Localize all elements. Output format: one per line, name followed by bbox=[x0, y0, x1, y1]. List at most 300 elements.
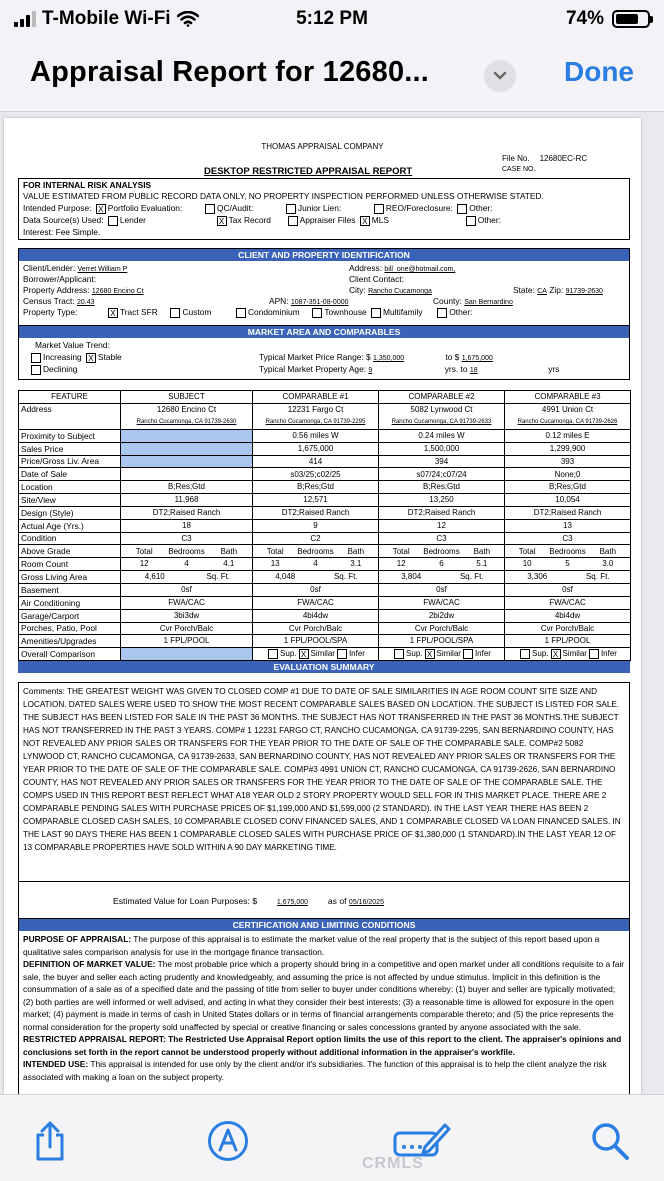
row-label: Sales Price bbox=[19, 442, 121, 455]
junior-label: Junior Lien: bbox=[297, 203, 342, 213]
custom-label: Custom bbox=[182, 307, 212, 317]
reo-checkbox bbox=[374, 204, 384, 214]
rc-bed: 6 bbox=[439, 559, 444, 569]
similar-label: Similar bbox=[310, 649, 335, 659]
ag-bedrooms: Bedrooms bbox=[297, 546, 334, 556]
rc-total: 12 bbox=[139, 559, 149, 569]
subject-cell: 3bi3dw bbox=[121, 609, 253, 622]
chevron-down-icon bbox=[493, 71, 507, 81]
battery-fill bbox=[616, 14, 638, 24]
city-value: Rancho Cucamonga bbox=[368, 288, 432, 295]
gla-value: 4,048 bbox=[275, 572, 296, 582]
ag-bedrooms: Bedrooms bbox=[168, 546, 205, 556]
cert-text bbox=[19, 931, 629, 1085]
estimated-value-row bbox=[18, 882, 630, 920]
townhouse-checkbox bbox=[312, 308, 322, 318]
subject-city: Rancho Cucamonga, CA 91739-2630 bbox=[136, 419, 237, 426]
age-high: 18 bbox=[469, 367, 478, 374]
purpose-paragraph bbox=[23, 933, 625, 958]
comp3-cell: B;Res;Gtd bbox=[505, 481, 631, 494]
stable-label: Stable bbox=[97, 352, 122, 362]
comp2-cell: DT2;Raised Ranch bbox=[379, 506, 505, 519]
appraiser-checkbox bbox=[288, 216, 298, 226]
row-label: Basement bbox=[19, 583, 121, 596]
purpose-heading: PURPOSE OF APPRAISAL: bbox=[23, 934, 132, 944]
interest-line: Interest: Fee Simple. bbox=[23, 227, 101, 237]
infer-label: Infer bbox=[474, 649, 491, 659]
comp1-cell: 12,571 bbox=[253, 494, 379, 507]
done-button[interactable]: Done bbox=[564, 56, 634, 87]
age-label: Typical Market Property Age: bbox=[259, 364, 367, 374]
evaluation-section-header: EVALUATION SUMMARY bbox=[18, 661, 630, 673]
multifamily-checkbox bbox=[371, 308, 381, 318]
trend-row-1 bbox=[29, 352, 122, 363]
battery-icon bbox=[612, 10, 650, 28]
purpose-other-checkbox bbox=[457, 204, 467, 214]
report-title: DESKTOP RESTRICTED APPRAISAL REPORT bbox=[204, 166, 413, 177]
address-value: bill_one@hotmail.com, bbox=[384, 266, 456, 273]
comp1-ag bbox=[253, 545, 379, 558]
comp1-gla bbox=[253, 571, 379, 584]
comp3-cell: 1,299,900 bbox=[505, 442, 631, 455]
client-property-section bbox=[18, 248, 630, 326]
carrier-label: T-Mobile Wi-Fi bbox=[42, 8, 171, 29]
comp2-cell: s07/24;c07/24 bbox=[379, 468, 505, 481]
tax-checkbox: X bbox=[217, 216, 227, 226]
purpose-other-label: Other: bbox=[469, 203, 493, 213]
intended-purpose-row bbox=[23, 203, 493, 214]
ag-bath: Bath bbox=[599, 546, 617, 556]
gla-label: Gross Living Area bbox=[19, 571, 121, 584]
comp1-street: 12231 Fargo Ct bbox=[287, 405, 344, 415]
client-section-header: CLIENT AND PROPERTY IDENTIFICATION bbox=[19, 249, 629, 261]
table-row bbox=[19, 635, 631, 648]
age-yrs: yrs bbox=[548, 364, 560, 374]
age-low: 9 bbox=[368, 367, 373, 374]
share-button[interactable] bbox=[28, 1119, 72, 1163]
comp2-cell: B;Res;Gtd bbox=[379, 481, 505, 494]
comp2-cell: FWA/CAC bbox=[379, 596, 505, 609]
ag-total: Total bbox=[266, 546, 284, 556]
gla-row bbox=[19, 571, 631, 584]
subject-cell: Cvr Porch/Balc bbox=[121, 622, 253, 635]
range-label: Typical Market Price Range: $ bbox=[259, 352, 371, 362]
comp2-gla bbox=[379, 571, 505, 584]
row-label: Date of Sale bbox=[19, 468, 121, 481]
address-label: Address: bbox=[349, 263, 383, 273]
row-label: Price/Gross Liv. Area bbox=[19, 455, 121, 468]
search-button[interactable] bbox=[588, 1119, 632, 1163]
comp1-cell: Cvr Porch/Balc bbox=[253, 622, 379, 635]
portfolio-checkbox: X bbox=[96, 204, 106, 214]
borrower-label: Borrower/Applicant: bbox=[23, 274, 97, 284]
row-label: Amenities/Upgrades bbox=[19, 635, 121, 648]
estimated-note: VALUE ESTIMATED FROM PUBLIC RECORD DATA ONLY, NO PROPERTY INSPECTION PERFORMED UNLESS OTHERWISE STATED. bbox=[23, 191, 544, 201]
comp2-cell: Cvr Porch/Balc bbox=[379, 622, 505, 635]
comp2-cell: 0sf bbox=[379, 583, 505, 596]
comp3-cell: 13 bbox=[505, 519, 631, 532]
comp2-ag bbox=[379, 545, 505, 558]
similar-checkbox: X bbox=[425, 649, 435, 659]
subject-cell bbox=[121, 429, 253, 442]
lender-checkbox bbox=[108, 216, 118, 226]
comp3-cell: 10,054 bbox=[505, 494, 631, 507]
sup-checkbox bbox=[394, 649, 404, 659]
county-row bbox=[433, 296, 513, 307]
ag-bath: Bath bbox=[347, 546, 365, 556]
declining-label: Declining bbox=[43, 364, 78, 374]
comp3-city: Rancho Cucamonga, CA 91739-2626 bbox=[517, 419, 618, 426]
city-label: City: bbox=[349, 285, 366, 295]
comp2-cell: 2bi2dw bbox=[379, 609, 505, 622]
trend-label: Market Value Trend: bbox=[35, 340, 110, 350]
market-section bbox=[18, 326, 630, 380]
comp2-address bbox=[379, 403, 505, 429]
mls-label: MLS bbox=[371, 215, 390, 225]
city-row bbox=[349, 285, 432, 296]
subject-address bbox=[121, 403, 253, 429]
rc-total: 12 bbox=[396, 559, 406, 569]
sup-label: Sup. bbox=[532, 649, 549, 659]
header-comp1: COMPARABLE #1 bbox=[253, 391, 379, 404]
range-to: to $ bbox=[445, 352, 460, 362]
row-label: Proximity to Subject bbox=[19, 429, 121, 442]
comp1-cell: 414 bbox=[253, 455, 379, 468]
internal-risk-box bbox=[18, 178, 630, 240]
ag-bath: Bath bbox=[220, 546, 238, 556]
sqft-label: Sq. Ft. bbox=[459, 572, 484, 582]
file-no-label: File No. bbox=[502, 154, 530, 163]
comp1-cell: 1 FPL/POOL/SPA bbox=[253, 635, 379, 648]
client-label: Client/Lender: bbox=[23, 263, 76, 273]
battery-percent: 74% bbox=[565, 8, 604, 29]
qc-checkbox bbox=[205, 204, 215, 214]
property-type-row bbox=[23, 307, 473, 318]
comp1-cell: 4bi4dw bbox=[253, 609, 379, 622]
age-to: yrs. to bbox=[444, 364, 468, 374]
rc-bath: 3.0 bbox=[602, 559, 614, 569]
evaluation-comments: Comments: THE GREATEST WEIGHT WAS GIVEN TO CLOSED COMP #1 DUE TO DATE OF SALE SIMILARITIES IN AGE ROOM COUNT SITE SIZE AND LOCATION. DATED SALES WERE USED TO SHOW THE MOST RECENT COMPARABLE SALES BASED ON LOCATION. THE SUBJECT IS LISTED FOR SALE. THE SUBJECT HAS BEEN LISTED FOR SALE IN THE PAST 36 MONTHS. THE SUBJECT HAS NOT TRANSFERRED IN THE PAST 36 MONTHS.THE SUBJECT HAS NOT TRANSFERRED IN THE PAST 3 YEARS. COMP# 1 12231 FARGO CT, RANCHO CUCAMONGA, CA 91739-2295, SAN BERNARDINO COUNTY, HAS NOT REVEALED ANY PRIOR SALES OR TRANSFERS FOR THE YEAR PRIOR TO THE DATE OF SALE OF THE COMPARABLE SALE. COMP#2 5082 LYNWOOD CT, RANCHO CUCAMONGA, CA 91739-2633, SAN BERNARDINO COUNTY, HAS NOT REVEALED ANY PRIOR SALES OR TRANSFERS FOR THE YEAR PRIOR TO THE DATE OF SALE OF THE COMPARABLE SALE. COMP#3 4991 UNION CT, RANCHO CUCAMONGA, CA 91739-2626, SAN BERNARDINO COUNTY, HAS NOT REVEALED ANY PRIOR SALES OR TRANSFERS FOR THE YEAR PRIOR TO THE DATE OF SALE OF THE COMPARABLE SALE. THE COMPS USED IN THIS REPORT BEST REFLECT WHAT A18 YEAR OLD 2 STORY PROPERTY WOULD SELL FOR IN THIS MARKET PLACE. THERE ARE 2 COMPARABLE PENDING SALES WITH PURCHASE PRICES OF $1,199,000 AND $1,599,000 (2 STANDARD). IN THE LAST YEAR THERE HAS BEEN 2 COMPARABLE CLOSED CASH SALES, 10 COMPARABLE CLOSED CONV FINANCED SALES, AND 1 COMPARABLE CLOSED VA LOAN FINANCED SALES. IN THE LAST 90 DAYS THERE HAS BEEN 1 COMPARABLE CLOSED SALES WITH PURCHASE PRICE OF $1,380,000 (1 STANDARD).IN THE LAST YEAR 12 OF 13 COMPARABLE PROPERTIES HAVE SOLD WITHIN A 90 DAY MARKETING TIME. bbox=[18, 682, 630, 882]
county-label: County: bbox=[433, 296, 462, 306]
source-label: Data Source(s) Used: bbox=[23, 215, 104, 225]
stable-checkbox: X bbox=[86, 353, 96, 363]
sup-label: Sup. bbox=[280, 649, 297, 659]
state-label: State: bbox=[513, 285, 535, 295]
rc-bath: 5.1 bbox=[476, 559, 488, 569]
subject-cell: 0sf bbox=[121, 583, 253, 596]
table-row bbox=[19, 609, 631, 622]
comp3-cell: None;0 bbox=[505, 468, 631, 481]
est-date: 05/16/2025 bbox=[348, 899, 384, 906]
similar-label: Similar bbox=[562, 649, 587, 659]
apn-value: 1087-351-08-0000 bbox=[290, 299, 349, 306]
ag-total: Total bbox=[518, 546, 536, 556]
gla-value: 4,610 bbox=[144, 572, 165, 582]
declining-checkbox bbox=[31, 365, 41, 375]
row-label: Site/View bbox=[19, 494, 121, 507]
condo-label: Condominium bbox=[247, 307, 300, 317]
infer-checkbox bbox=[463, 649, 473, 659]
ag-bath: Bath bbox=[473, 546, 491, 556]
comp3-cell: DT2;Raised Ranch bbox=[505, 506, 631, 519]
comp1-cell: C2 bbox=[253, 532, 379, 545]
sqft-label: Sq. Ft. bbox=[585, 572, 610, 582]
comp3-overall bbox=[505, 648, 631, 661]
share-icon bbox=[33, 1121, 67, 1161]
property-address-row bbox=[23, 285, 144, 296]
document-title: Appraisal Report for 12680... bbox=[30, 56, 430, 88]
market-section-header: MARKET AREA AND COMPARABLES bbox=[19, 326, 629, 338]
comp2-cell: 12 bbox=[379, 519, 505, 532]
range-high: 1,675,000 bbox=[461, 355, 493, 362]
case-number-label: CASE NO. bbox=[502, 166, 536, 173]
definition-heading: DEFINITION OF MARKET VALUE: bbox=[23, 959, 156, 969]
comp2-cell: 0.24 miles W bbox=[379, 429, 505, 442]
subject-cell: 11,968 bbox=[121, 494, 253, 507]
sup-label: Sup. bbox=[406, 649, 423, 659]
custom-checkbox bbox=[170, 308, 180, 318]
comp2-city: Rancho Cucamonga, CA 91739-2633 bbox=[391, 419, 492, 426]
comp1-cell: s03/25;c02/25 bbox=[253, 468, 379, 481]
header-comp3: COMPARABLE #3 bbox=[505, 391, 631, 404]
file-number bbox=[502, 154, 587, 164]
comp3-cell: 0.12 miles E bbox=[505, 429, 631, 442]
table-row bbox=[19, 596, 631, 609]
address-row-label: Address bbox=[19, 403, 121, 429]
condo-checkbox bbox=[236, 308, 246, 318]
intended-use-paragraph bbox=[23, 1058, 625, 1083]
room-count-label: Room Count bbox=[19, 558, 121, 571]
use-heading: INTENDED USE: bbox=[23, 1059, 89, 1069]
comp2-rooms bbox=[379, 558, 505, 571]
data-source-row bbox=[23, 215, 501, 226]
comp1-cell: 9 bbox=[253, 519, 379, 532]
ag-bedrooms: Bedrooms bbox=[549, 546, 586, 556]
row-label: Design (Style) bbox=[19, 506, 121, 519]
use-text: This appraisal is intended for use only by the client and/or it's subsidiaries. The function of this appraisal is to help the client analyze the risk associated with making a loan on the subject property. bbox=[23, 1059, 607, 1082]
table-row bbox=[19, 519, 631, 532]
county-value: San Bernardino bbox=[464, 299, 513, 306]
subject-cell: C3 bbox=[121, 532, 253, 545]
status-right bbox=[566, 8, 650, 30]
property-address-label: Property Address: bbox=[23, 285, 90, 295]
purpose-text: The purpose of this appraisal is to estimate the market value of the real property that is the subject of this report based upon a qualitative sales comparison analysis for use in the mortgage finance transaction. bbox=[23, 934, 600, 957]
property-address-value: 12680 Encino Ct bbox=[91, 288, 144, 295]
comp1-address bbox=[253, 403, 379, 429]
table-row bbox=[19, 442, 631, 455]
address-row bbox=[349, 263, 455, 274]
infer-label: Infer bbox=[348, 649, 365, 659]
subject-cell bbox=[121, 455, 253, 468]
comp3-cell: 0sf bbox=[505, 583, 631, 596]
overall-comparison-row bbox=[19, 648, 631, 661]
gla-value: 3,306 bbox=[527, 572, 548, 582]
sqft-label: Sq. Ft. bbox=[206, 572, 231, 582]
townhouse-label: Townhouse bbox=[324, 307, 367, 317]
comp3-rooms bbox=[505, 558, 631, 571]
est-value: 1,675,000 bbox=[276, 899, 309, 906]
census-value: 20.43 bbox=[77, 299, 95, 306]
sqft-label: Sq. Ft. bbox=[333, 572, 358, 582]
census-row bbox=[23, 296, 95, 307]
grid-header-row bbox=[19, 391, 631, 404]
header-comp2: COMPARABLE #2 bbox=[379, 391, 505, 404]
ag-total: Total bbox=[135, 546, 153, 556]
purpose-label: Intended Purpose: bbox=[23, 203, 92, 213]
comp2-cell: 13,250 bbox=[379, 494, 505, 507]
watermark: CRMLS bbox=[362, 1155, 424, 1172]
subject-overall bbox=[121, 648, 253, 661]
price-range-row bbox=[259, 352, 493, 363]
grid-address-row bbox=[19, 403, 631, 429]
cert-section-header: CERTIFICATION AND LIMITING CONDITIONS bbox=[19, 919, 629, 931]
similar-checkbox: X bbox=[299, 649, 309, 659]
clock: 5:12 PM bbox=[296, 8, 368, 29]
subject-cell bbox=[121, 468, 253, 481]
source-other-label: Other: bbox=[477, 215, 501, 225]
nav-bar bbox=[0, 38, 664, 112]
contact-label: Client Contact: bbox=[349, 274, 404, 284]
file-no-value: 12680EC-RC bbox=[539, 154, 588, 163]
comparables-grid bbox=[18, 390, 630, 673]
row-label: Garage/Carport bbox=[19, 609, 121, 622]
table-row bbox=[19, 494, 631, 507]
subject-cell: DT2;Raised Ranch bbox=[121, 506, 253, 519]
room-count-row bbox=[19, 558, 631, 571]
subject-rooms bbox=[121, 558, 253, 571]
internal-heading: FOR INTERNAL RISK ANALYSIS bbox=[23, 180, 152, 190]
apn-label: APN: bbox=[269, 296, 289, 306]
markup-button[interactable] bbox=[206, 1119, 250, 1163]
title-menu-button[interactable] bbox=[484, 60, 516, 92]
est-label: Estimated Value for Loan Purposes: $ bbox=[113, 896, 258, 906]
census-label: Census Tract: bbox=[23, 296, 75, 306]
comp3-cell: FWA/CAC bbox=[505, 596, 631, 609]
comp3-cell: C3 bbox=[505, 532, 631, 545]
tax-label: Tax Record bbox=[228, 215, 271, 225]
rc-bath: 3.1 bbox=[350, 559, 362, 569]
subject-cell: FWA/CAC bbox=[121, 596, 253, 609]
comp1-cell: 1,675,000 bbox=[253, 442, 379, 455]
similar-label: Similar bbox=[436, 649, 461, 659]
table-row bbox=[19, 532, 631, 545]
row-label: Air Conditioning bbox=[19, 596, 121, 609]
comp1-rooms bbox=[253, 558, 379, 571]
sup-checkbox bbox=[268, 649, 278, 659]
rc-bed: 4 bbox=[313, 559, 318, 569]
comp1-cell: 0.56 miles W bbox=[253, 429, 379, 442]
comp1-city: Rancho Cucamonga, CA 91739-2295 bbox=[265, 419, 366, 426]
table-row bbox=[19, 455, 631, 468]
comp2-street: 5082 Lynwood Ct bbox=[410, 405, 473, 415]
certification-section bbox=[18, 918, 630, 1094]
infer-label: Infer bbox=[600, 649, 617, 659]
ptype-other-checkbox bbox=[437, 308, 447, 318]
portfolio-label: Portfolio Evaluation: bbox=[107, 203, 183, 213]
subject-cell: 1 FPL/POOL bbox=[121, 635, 253, 648]
restricted-paragraph: RESTRICTED APPRAISAL REPORT: The Restricted Use Appraisal Report option limits the use of this report to the client. The appraiser's opinions and conclusions set forth in the report cannot be understood properly without additional information in the appraiser's workfile. bbox=[23, 1034, 622, 1057]
subject-ag bbox=[121, 545, 253, 558]
table-row bbox=[19, 481, 631, 494]
similar-checkbox: X bbox=[551, 649, 561, 659]
comp3-street: 4991 Union Ct bbox=[541, 405, 594, 415]
comp1-cell: DT2;Raised Ranch bbox=[253, 506, 379, 519]
sup-checkbox bbox=[520, 649, 530, 659]
reo-label: REO/Foreclosure: bbox=[385, 203, 453, 213]
table-row bbox=[19, 506, 631, 519]
table-row bbox=[19, 468, 631, 481]
comp1-cell: B;Res;Gtd bbox=[253, 481, 379, 494]
header-subject: SUBJECT bbox=[121, 391, 253, 404]
status-bar bbox=[0, 0, 664, 38]
subject-street: 12680 Encino Ct bbox=[156, 405, 217, 415]
client-value: Verret William P bbox=[77, 266, 128, 273]
definition-paragraph bbox=[23, 958, 625, 1033]
apn-row bbox=[269, 296, 349, 307]
bottom-toolbar bbox=[0, 1094, 664, 1181]
row-label: Actual Age (Yrs.) bbox=[19, 519, 121, 532]
search-icon bbox=[590, 1121, 630, 1161]
definition-text: The most probable price which a property should bring in a competitive and open market under all conditions requisite to a fair sale, the buyer and seller each acting prudently and knowledgeably, and assuming the price is not affected by undue stimulus. Implicit in this definition is the consummation of a sale as of a specified date and the passing of title from seller to buyer under conditions whereby: (1) buyer and seller are typically motivated; (2) both parties are well informed or well advised, and acting in what they consider their best interests; (3) a reasonable time is allowed for exposure in the open market; (4) payment is made in terms of cash in United States dollars or in terms of financial arrangements comparable thereto; and (5) the price represents the normal consideration for the property sold unaffected by special or creative financing or sales concessions granted by anyone associated with the sale. bbox=[23, 959, 625, 1032]
comp3-cell: 393 bbox=[505, 455, 631, 468]
header-feature: FEATURE bbox=[19, 391, 121, 404]
state-value: CA bbox=[537, 288, 547, 295]
above-grade-row bbox=[19, 545, 631, 558]
rc-total: 13 bbox=[270, 559, 280, 569]
junior-checkbox bbox=[286, 204, 296, 214]
gla-value: 3,804 bbox=[401, 572, 422, 582]
row-label: Location bbox=[19, 481, 121, 494]
comp2-overall bbox=[379, 648, 505, 661]
ptype-other-label: Other: bbox=[449, 307, 473, 317]
comp3-cell: 1 FPL/POOL bbox=[505, 635, 631, 648]
comparables-table bbox=[18, 390, 631, 661]
comp1-cell: 0sf bbox=[253, 583, 379, 596]
appraiser-label: Appraiser Files bbox=[299, 215, 356, 225]
rc-bath: 4.1 bbox=[223, 559, 235, 569]
lender-label: Lender bbox=[119, 215, 146, 225]
trend-row-2 bbox=[29, 364, 77, 375]
rc-total: 10 bbox=[522, 559, 532, 569]
comp2-cell: 1,500,000 bbox=[379, 442, 505, 455]
row-label: Condition bbox=[19, 532, 121, 545]
increasing-checkbox bbox=[31, 353, 41, 363]
as-of-label: as of bbox=[327, 896, 347, 906]
tract-checkbox: X bbox=[108, 308, 118, 318]
markup-icon bbox=[207, 1120, 249, 1162]
qc-label: QC/Audit: bbox=[216, 203, 254, 213]
infer-checkbox bbox=[589, 649, 599, 659]
row-label: Porches, Patio, Pool bbox=[19, 622, 121, 635]
comp2-cell: 1 FPL/POOL/SPA bbox=[379, 635, 505, 648]
tract-label: Tract SFR bbox=[119, 307, 158, 317]
comp3-gla bbox=[505, 571, 631, 584]
comp3-address bbox=[505, 403, 631, 429]
table-row bbox=[19, 583, 631, 596]
comp3-cell: 4bi4dw bbox=[505, 609, 631, 622]
subject-cell: B;Res;Gtd bbox=[121, 481, 253, 494]
property-type-label: Property Type: bbox=[23, 307, 78, 317]
property-age-row bbox=[259, 364, 559, 375]
comp1-cell: FWA/CAC bbox=[253, 596, 379, 609]
above-grade-label: Above Grade bbox=[19, 545, 121, 558]
comp2-cell: C3 bbox=[379, 532, 505, 545]
increasing-label: Increasing bbox=[43, 352, 82, 362]
mls-checkbox: X bbox=[360, 216, 370, 226]
range-low: 1,350,000 bbox=[373, 355, 405, 362]
subject-cell: 18 bbox=[121, 519, 253, 532]
document-viewer[interactable] bbox=[0, 112, 664, 1094]
